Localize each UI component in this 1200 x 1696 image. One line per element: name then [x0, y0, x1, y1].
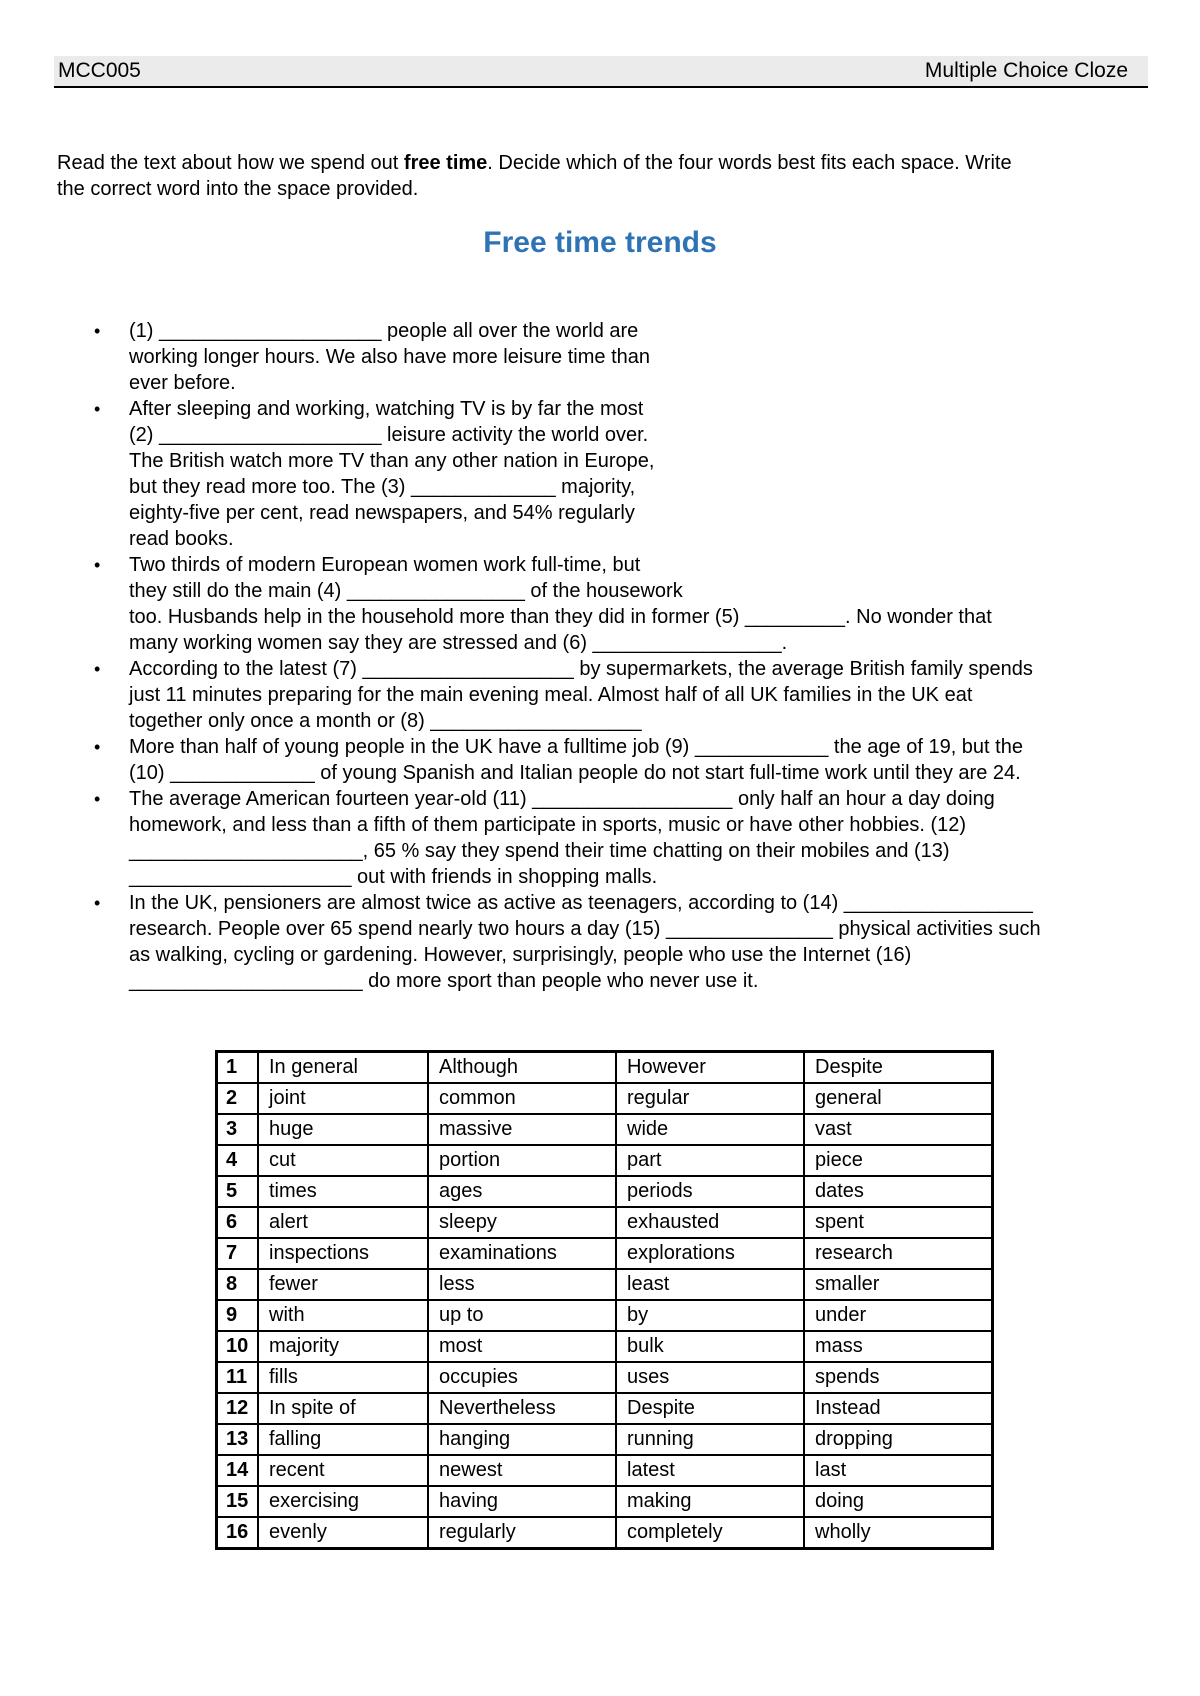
choice-option: huge [258, 1114, 428, 1145]
choice-option: least [616, 1269, 804, 1300]
bullet-line: • According to the latest (7) ___________________ by supermarkets, the average British family spends [129, 658, 1033, 680]
bullet-item [92, 396, 1152, 552]
bullet-line: • The average American fourteen year-old (11) __________________ only half an hour a day doing [129, 788, 995, 810]
choice-option: part [616, 1145, 804, 1176]
choice-option: doing [804, 1486, 993, 1517]
bullet-line: • Two thirds of modern European women work full-time, but [129, 554, 641, 576]
choice-option: alert [258, 1207, 428, 1238]
choice-option: piece [804, 1145, 993, 1176]
choice-option: regular [616, 1083, 804, 1114]
instructions-text-2: . Decide which of the four words best fits each space. Write [487, 152, 1012, 174]
table-row [217, 1300, 993, 1331]
bullet-item [92, 734, 1152, 786]
choice-option: mass [804, 1331, 993, 1362]
bullet-item [92, 786, 1152, 890]
table-row [217, 1114, 993, 1145]
table-row [217, 1393, 993, 1424]
question-number: 5 [217, 1176, 259, 1207]
choice-option: running [616, 1424, 804, 1455]
question-number: 15 [217, 1486, 259, 1517]
choice-option: falling [258, 1424, 428, 1455]
question-number: 13 [217, 1424, 259, 1455]
question-number: 8 [217, 1269, 259, 1300]
question-number: 1 [217, 1052, 259, 1084]
choice-option: massive [428, 1114, 616, 1145]
choice-option: latest [616, 1455, 804, 1486]
bullet-line: • In the UK, pensioners are almost twice as active as teenagers, according to (14) _________________ [129, 892, 1033, 914]
choice-option: regularly [428, 1517, 616, 1549]
table-row [217, 1424, 993, 1455]
page-header [54, 56, 1148, 88]
question-number: 6 [217, 1207, 259, 1238]
instructions-text-3: the correct word into the space provided. [57, 178, 419, 200]
document-code: MCC005 [58, 59, 141, 82]
table-row [217, 1207, 993, 1238]
bullet-line: research. People over 65 spend nearly two hours a day (15) _______________ physical activities such [129, 918, 1041, 940]
bullet-line: as walking, cycling or gardening. However, surprisingly, people who use the Internet (16) [129, 944, 912, 966]
choice-option: In spite of [258, 1393, 428, 1424]
choice-option: last [804, 1455, 993, 1486]
table-row [217, 1331, 993, 1362]
choice-option: fewer [258, 1269, 428, 1300]
bullet-line: • After sleeping and working, watching TV is by far the most [129, 398, 644, 420]
instructions-bold: free time [403, 152, 488, 174]
bullet-line: read books. [129, 528, 234, 550]
bullet-line: ever before. [129, 372, 236, 394]
choice-option: wholly [804, 1517, 993, 1549]
table-row [217, 1486, 993, 1517]
choice-option: In general [258, 1052, 428, 1084]
choice-option: fills [258, 1362, 428, 1393]
choice-option: Despite [804, 1052, 993, 1084]
choice-option: bulk [616, 1331, 804, 1362]
choice-option: with [258, 1300, 428, 1331]
bullet-line: they still do the main (4) ________________ of the housework [129, 580, 683, 602]
bullet-line: (10) _____________ of young Spanish and Italian people do not start full-time work until they are 24. [129, 762, 1021, 784]
question-number: 10 [217, 1331, 259, 1362]
choice-option: cut [258, 1145, 428, 1176]
choice-option: completely [616, 1517, 804, 1549]
choice-option: inspections [258, 1238, 428, 1269]
bullet-line: many working women say they are stressed and (6) _________________. [129, 632, 788, 654]
choice-option: by [616, 1300, 804, 1331]
bullet-line: ____________________ out with friends in shopping malls. [129, 866, 658, 888]
bullet-line: too. Husbands help in the household more than they did in former (5) _________. No wonder that [129, 606, 992, 628]
bullet-line: just 11 minutes preparing for the main evening meal. Almost half of all UK families in the UK eat [129, 684, 973, 706]
choice-option: times [258, 1176, 428, 1207]
choices-table [215, 1050, 994, 1550]
choice-option: Although [428, 1052, 616, 1084]
question-number: 2 [217, 1083, 259, 1114]
choice-option: majority [258, 1331, 428, 1362]
choice-option: smaller [804, 1269, 993, 1300]
choice-option: common [428, 1083, 616, 1114]
choice-option: However [616, 1052, 804, 1084]
choice-option: Instead [804, 1393, 993, 1424]
choice-option: up to [428, 1300, 616, 1331]
table-row [217, 1455, 993, 1486]
table-row [217, 1176, 993, 1207]
bullet-item [92, 890, 1152, 994]
bullet-line: homework, and less than a fifth of them participate in sports, music or have other hobbies. (12) [129, 814, 967, 836]
choice-option: sleepy [428, 1207, 616, 1238]
choice-option: research [804, 1238, 993, 1269]
choice-option: under [804, 1300, 993, 1331]
choice-option: spent [804, 1207, 993, 1238]
choice-option: less [428, 1269, 616, 1300]
table-row [217, 1362, 993, 1393]
table-row [217, 1145, 993, 1176]
table-row [217, 1269, 993, 1300]
question-number: 7 [217, 1238, 259, 1269]
table-row [217, 1238, 993, 1269]
choice-option: recent [258, 1455, 428, 1486]
bullet-line: working longer hours. We also have more leisure time than [129, 346, 650, 368]
choice-option: most [428, 1331, 616, 1362]
bullet-item [92, 318, 1152, 396]
question-number: 11 [217, 1362, 259, 1393]
choice-option: spends [804, 1362, 993, 1393]
choice-option: examinations [428, 1238, 616, 1269]
bullet-item [92, 656, 1152, 734]
question-number: 3 [217, 1114, 259, 1145]
choice-option: Despite [616, 1393, 804, 1424]
bullet-line: eighty-five per cent, read newspapers, and 54% regularly [129, 502, 635, 524]
choice-option: Nevertheless [428, 1393, 616, 1424]
choice-option: vast [804, 1114, 993, 1145]
bullet-line: • More than half of young people in the UK have a fulltime job (9) ____________ the age of 19, but the [129, 736, 1023, 758]
choice-option: general [804, 1083, 993, 1114]
choice-option: ages [428, 1176, 616, 1207]
choice-option: explorations [616, 1238, 804, 1269]
question-number: 9 [217, 1300, 259, 1331]
bullet-line: _____________________, 65 % say they spend their time chatting on their mobiles and (13) [129, 840, 950, 862]
choice-option: exercising [258, 1486, 428, 1517]
bullet-list [92, 318, 1152, 994]
bullet-line: together only once a month or (8) ___________________ [129, 710, 642, 732]
instructions [57, 150, 1137, 202]
document-type: Multiple Choice Cloze [924, 59, 1128, 82]
choice-option: joint [258, 1083, 428, 1114]
choice-option: occupies [428, 1362, 616, 1393]
choice-option: periods [616, 1176, 804, 1207]
choice-option: hanging [428, 1424, 616, 1455]
bullet-item [92, 552, 1152, 656]
bullet-line: _____________________ do more sport than people who never use it. [129, 970, 759, 992]
question-number: 4 [217, 1145, 259, 1176]
table-row [217, 1083, 993, 1114]
choice-option: evenly [258, 1517, 428, 1549]
choice-option: exhausted [616, 1207, 804, 1238]
choice-option: dropping [804, 1424, 993, 1455]
bullet-line: but they read more too. The (3) _____________ majority, [129, 476, 636, 498]
instructions-text: Read the text about how we spend out [57, 152, 404, 174]
page-title: Free time trends [483, 226, 717, 259]
question-number: 12 [217, 1393, 259, 1424]
choice-option: wide [616, 1114, 804, 1145]
bullet-line: (2) ____________________ leisure activity the world over. [129, 424, 649, 446]
question-number: 16 [217, 1517, 259, 1549]
choice-option: dates [804, 1176, 993, 1207]
choice-option: newest [428, 1455, 616, 1486]
choice-option: having [428, 1486, 616, 1517]
table-row [217, 1052, 993, 1084]
choice-option: uses [616, 1362, 804, 1393]
bullet-line: The British watch more TV than any other nation in Europe, [129, 450, 655, 472]
question-number: 14 [217, 1455, 259, 1486]
table-row [217, 1517, 993, 1549]
choice-option: making [616, 1486, 804, 1517]
bullet-line: • (1) ____________________ people all over the world are [129, 320, 639, 342]
choice-option: portion [428, 1145, 616, 1176]
